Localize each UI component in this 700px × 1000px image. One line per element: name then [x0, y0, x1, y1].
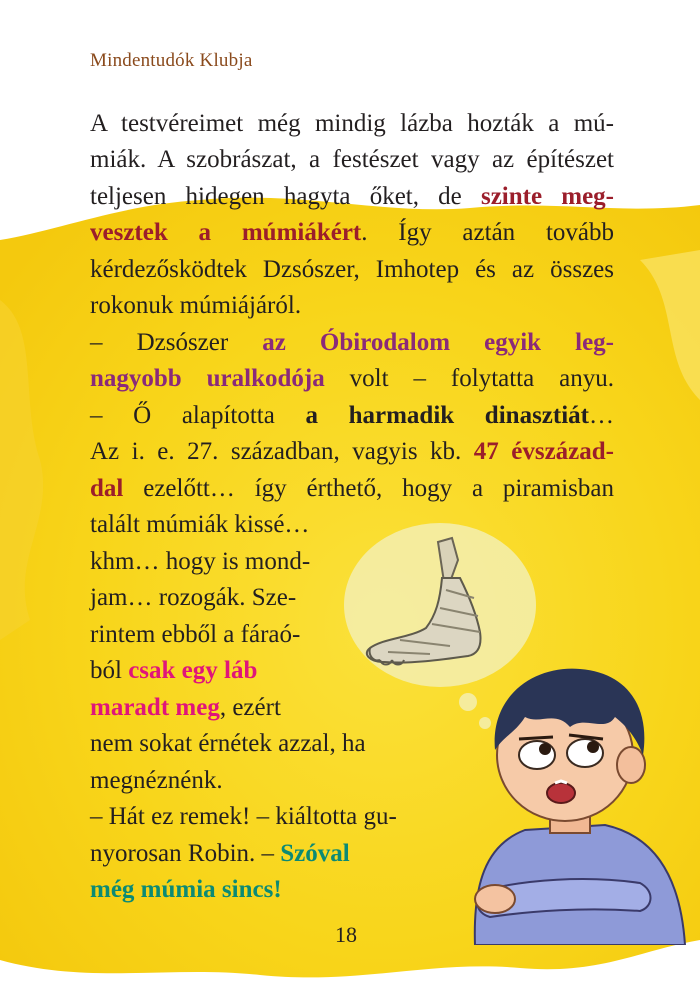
- text-line: rokonuk múmiájáról.: [90, 292, 302, 319]
- highlight-span: maradt meg: [90, 694, 220, 721]
- text-line: [90, 435, 614, 469]
- text-line: [90, 873, 460, 907]
- text-line: khm… hogy is mond-: [90, 548, 311, 575]
- text-span: …: [589, 402, 614, 429]
- text-line: – Hát ez remek! – kiáltotta gu-: [90, 803, 397, 830]
- highlight-span: Szóval: [280, 840, 350, 867]
- text-line: [90, 472, 614, 506]
- text-line: kérdezősködtek Dzsószer, Imhotep és az összes: [90, 256, 614, 283]
- text-line: [90, 654, 340, 688]
- highlight-span: a harmadik dinasztiát: [305, 402, 589, 429]
- text-line: rintem ebből a fáraó-: [90, 621, 301, 648]
- text-span: ezelőtt… így érthető, hogy a piramisban: [123, 475, 614, 502]
- highlight-span: nagyobb uralkodója: [90, 365, 325, 392]
- text-line: [90, 326, 614, 360]
- highlight-span: vesztek a múmiákért: [90, 219, 362, 246]
- page-number: 18: [335, 922, 357, 947]
- text-span: volt – folytatta anyu.: [324, 365, 614, 392]
- text-line: [90, 216, 614, 250]
- text-line: talált múmiák kissé…: [90, 511, 310, 538]
- text-line: [90, 399, 614, 433]
- text-span: Az i. e. 27. században, vagyis kb.: [90, 438, 474, 465]
- text-line: nem sokat érnétek azzal, ha: [90, 730, 366, 757]
- text-span: nyorosan Robin. –: [90, 840, 281, 867]
- text-line: [90, 180, 614, 214]
- text-span: – Dzsószer: [90, 329, 263, 356]
- text-line: megnéznénk.: [90, 767, 223, 794]
- text-span: , ezért: [219, 694, 281, 721]
- highlight-span: csak egy láb: [128, 657, 258, 684]
- text-span: – Ő alapította: [90, 402, 306, 429]
- text-line: [90, 362, 614, 396]
- highlight-span: szinte meg-: [480, 183, 614, 210]
- text-span: ból: [90, 657, 129, 684]
- highlight-span: még múmia sincs!: [90, 876, 282, 903]
- text-line: [90, 691, 340, 725]
- highlight-span: 47 évszázad-: [473, 438, 614, 465]
- text-span: teljesen hidegen hagyta őket, de: [90, 183, 481, 210]
- text-line: [90, 837, 460, 871]
- highlight-span: az Óbirodalom egyik leg-: [262, 329, 614, 356]
- text-line: A testvéreimet még mindig lázba hozták a mú-: [90, 110, 614, 137]
- text-span: . Így aztán tovább: [361, 219, 614, 246]
- boy-character: [455, 655, 690, 945]
- running-header: Mindentudók Klubja: [90, 50, 253, 71]
- text-line: miák. A szobrászat, a festészet vagy az építészet: [90, 146, 614, 173]
- text-line: jam… rozogák. Sze-: [90, 584, 297, 611]
- highlight-span: dal: [90, 475, 124, 502]
